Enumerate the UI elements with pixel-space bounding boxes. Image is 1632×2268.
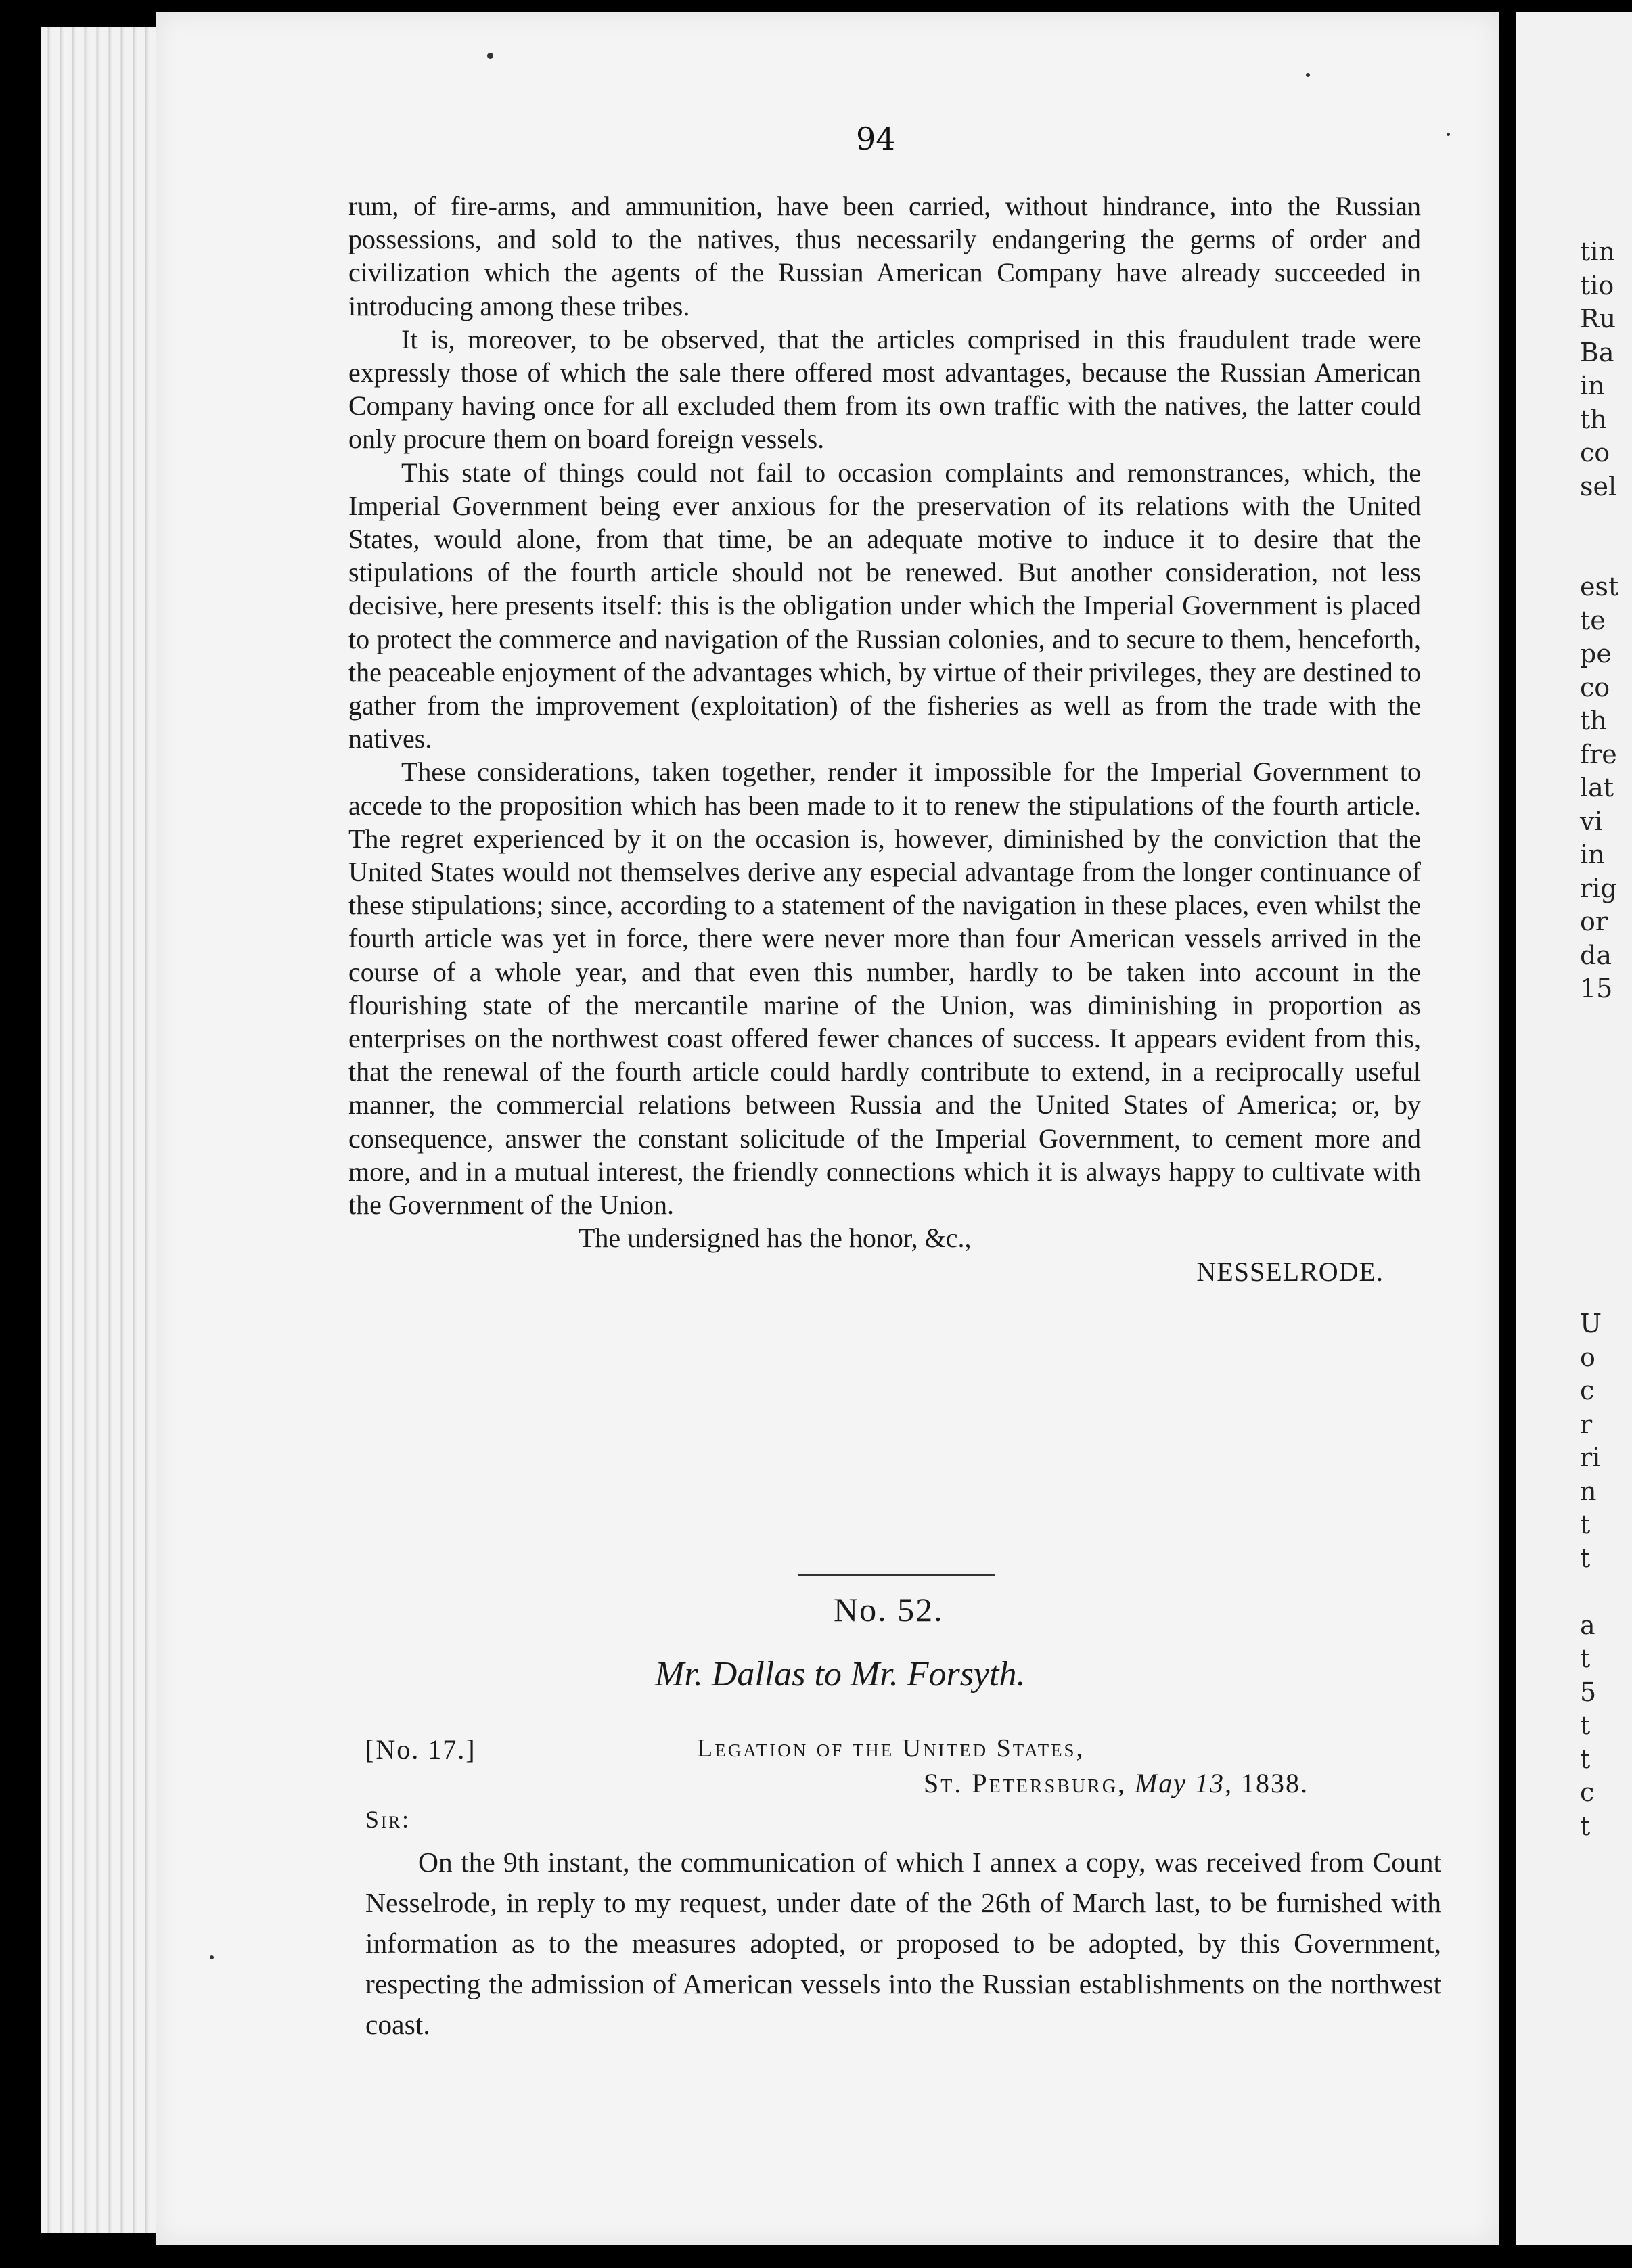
dust-speck bbox=[1306, 73, 1310, 77]
facing-page-fragment bbox=[1580, 1106, 1632, 1140]
dust-speck bbox=[487, 53, 493, 59]
facing-page-fragment: o bbox=[1580, 1342, 1595, 1372]
facing-page-fragment: c bbox=[1580, 1376, 1595, 1405]
facing-page-fragment: co bbox=[1580, 672, 1610, 702]
facing-page-fragment: ri bbox=[1580, 1443, 1601, 1472]
facing-page-fragment: tin bbox=[1580, 237, 1615, 267]
month-day: May 13, bbox=[1134, 1768, 1233, 1798]
dispatch-reference: [No. 17.] bbox=[365, 1734, 476, 1765]
facing-page-fragment bbox=[1580, 1575, 1632, 1609]
facing-page-fragment bbox=[1580, 537, 1632, 571]
facing-page bbox=[1516, 12, 1632, 2245]
facing-page-fragment: c bbox=[1580, 1777, 1595, 1807]
facing-page-fragment: Ba bbox=[1580, 337, 1614, 367]
year: 1838. bbox=[1241, 1768, 1309, 1798]
facing-page-fragment: 15 bbox=[1580, 974, 1613, 1003]
facing-page-fragment: te bbox=[1580, 605, 1606, 635]
facing-page-fragment bbox=[1580, 503, 1632, 537]
book-page-edges bbox=[41, 27, 162, 2233]
salutation: Sir: bbox=[365, 1806, 411, 1833]
paragraph-2: It is, moreover, to be observed, that the articles comprised in this fraudulent trade were expressly those of which the sale there offered most advantages, because the Russian American Company having once for all excluded them from its own traffic with the natives, the latter could only procure them on board foreign vessels. bbox=[348, 323, 1421, 455]
main-text bbox=[348, 189, 1421, 1288]
facing-page-fragment: est bbox=[1580, 572, 1619, 602]
facing-page-fragment: t bbox=[1580, 1744, 1591, 1774]
facing-page-fragment: fre bbox=[1580, 739, 1617, 769]
facing-page-fragment: Ru bbox=[1580, 304, 1616, 334]
facing-page-fragment bbox=[1580, 1073, 1632, 1107]
paragraph-4: These considerations, taken together, render it impossible for the Imperial Government to accede to the proposition which has been made to it to renew the stipulations of the fourth article. The regret experienced by it on the occasion is, however, diminished by the conviction that the United States would not themselves derive any especial advantage from the longer continuance of these stipulations; since, according to a statement of the navigation in these places, even whilst the fourth article was yet in force, there were never more than four American vessels arrived in the course of a whole year, and that even this number, hardly to be taken into account in the flourishing state of the mercantile marine of the Union, was diminishing in proportion as enterprises on the northwest coast offered fewer chances of success. It appears evident from this, that the renewal of the fourth article could hardly contribute to extend, in a reciprocally useful manner, the commercial relations between Russia and the United States of America; or, by consequence, answer the constant solicitude of the Imperial Government, to cement more and more, and in a mutual interest, the friendly connections which it is always happy to cultivate with the Government of the Union. bbox=[348, 756, 1421, 1221]
page-number: 94 bbox=[856, 120, 896, 157]
facing-page-fragment: t bbox=[1580, 1710, 1591, 1740]
dust-speck bbox=[1447, 133, 1450, 136]
signoff: The undersigned has the honor, &c., bbox=[579, 1223, 972, 1254]
facing-page-fragment: da bbox=[1580, 940, 1612, 970]
document-number: No. 52. bbox=[834, 1591, 944, 1629]
facing-page-fragment: rig bbox=[1580, 873, 1617, 903]
facing-page-fragment: t bbox=[1580, 1543, 1591, 1573]
section-divider bbox=[798, 1574, 995, 1576]
facing-page-fragment: th bbox=[1580, 404, 1607, 434]
facing-page-fragment: lat bbox=[1580, 773, 1614, 802]
place-and-date bbox=[924, 1767, 1309, 1799]
facing-page-fragment bbox=[1580, 1006, 1632, 1040]
signature: NESSELRODE. bbox=[1196, 1256, 1384, 1287]
dust-speck bbox=[210, 1955, 214, 1959]
facing-page-fragment: U bbox=[1580, 1309, 1602, 1338]
facing-page-fragment: n bbox=[1580, 1476, 1597, 1506]
document-title: Mr. Dallas to Mr. Forsyth. bbox=[655, 1655, 1026, 1694]
facing-page-fragment: t bbox=[1580, 1643, 1591, 1673]
facing-page-fragment bbox=[1580, 1039, 1632, 1073]
facing-page-fragment: th bbox=[1580, 706, 1607, 735]
facing-page-fragment: in bbox=[1580, 371, 1605, 401]
facing-page-fragment bbox=[1580, 1274, 1632, 1308]
paragraph-1: rum, of fire-arms, and ammunition, have been carried, without hindrance, into the Russian possessions, and sold to the natives, thus necessarily endangering the germs of order and civilization which the agents of the Russian American Company have already succeeded in introducing among these tribes. bbox=[348, 191, 1421, 321]
city: St. Petersburg, bbox=[924, 1768, 1127, 1798]
facing-page-fragment: sel bbox=[1580, 471, 1617, 501]
facing-page-text-fragments bbox=[1580, 235, 1632, 1843]
facing-page-fragment: in bbox=[1580, 840, 1605, 869]
facing-page-fragment: vi bbox=[1580, 806, 1603, 836]
facing-page-fragment bbox=[1580, 1207, 1632, 1241]
facing-page-fragment: t bbox=[1580, 1510, 1591, 1539]
facing-page-fragment: 5 bbox=[1580, 1677, 1597, 1707]
facing-page-fragment: r bbox=[1580, 1409, 1593, 1439]
facing-page-fragment: t bbox=[1580, 1811, 1591, 1841]
letter-body: On the 9th instant, the communication of which I annex a copy, was received from Count Nesselrode, in reply to my request, under date of the 26th of March last, to be furnished with information as to the measures adopted, or proposed to be adopted, by this Government, respecting the admission of American vessels into the Russian establishments on the northwest coast. bbox=[365, 1846, 1441, 2040]
facing-page-fragment: pe bbox=[1580, 639, 1612, 668]
facing-page-fragment: tio bbox=[1580, 270, 1614, 300]
facing-page-fragment: co bbox=[1580, 438, 1610, 468]
paragraph-3: This state of things could not fail to occasion complaints and remonstrances, which, the Imperial Government being ever anxious for the preservation of its relations with the United States, would alone, from that time, be an adequate motive to induce it to desire that the stipulations of the fourth article should not be renewed. But another consideration, not less decisive, here presents itself: this is the obligation under which the Imperial Government is placed to protect the commerce and navigation of the Russian colonies, and to secure to them, henceforth, the peaceable enjoyment of the advantages which, by virtue of their privileges, they are destined to gather from the improvement (exploitation) of the fisheries as well as from the trade with the natives. bbox=[348, 457, 1421, 754]
facing-page-fragment bbox=[1580, 1140, 1632, 1174]
legation-heading: Legation of the United States, bbox=[697, 1734, 1085, 1763]
facing-page-fragment bbox=[1580, 1240, 1632, 1274]
facing-page-fragment bbox=[1580, 1173, 1632, 1207]
facing-page-fragment: a bbox=[1580, 1610, 1595, 1640]
facing-page-fragment: or bbox=[1580, 907, 1608, 936]
